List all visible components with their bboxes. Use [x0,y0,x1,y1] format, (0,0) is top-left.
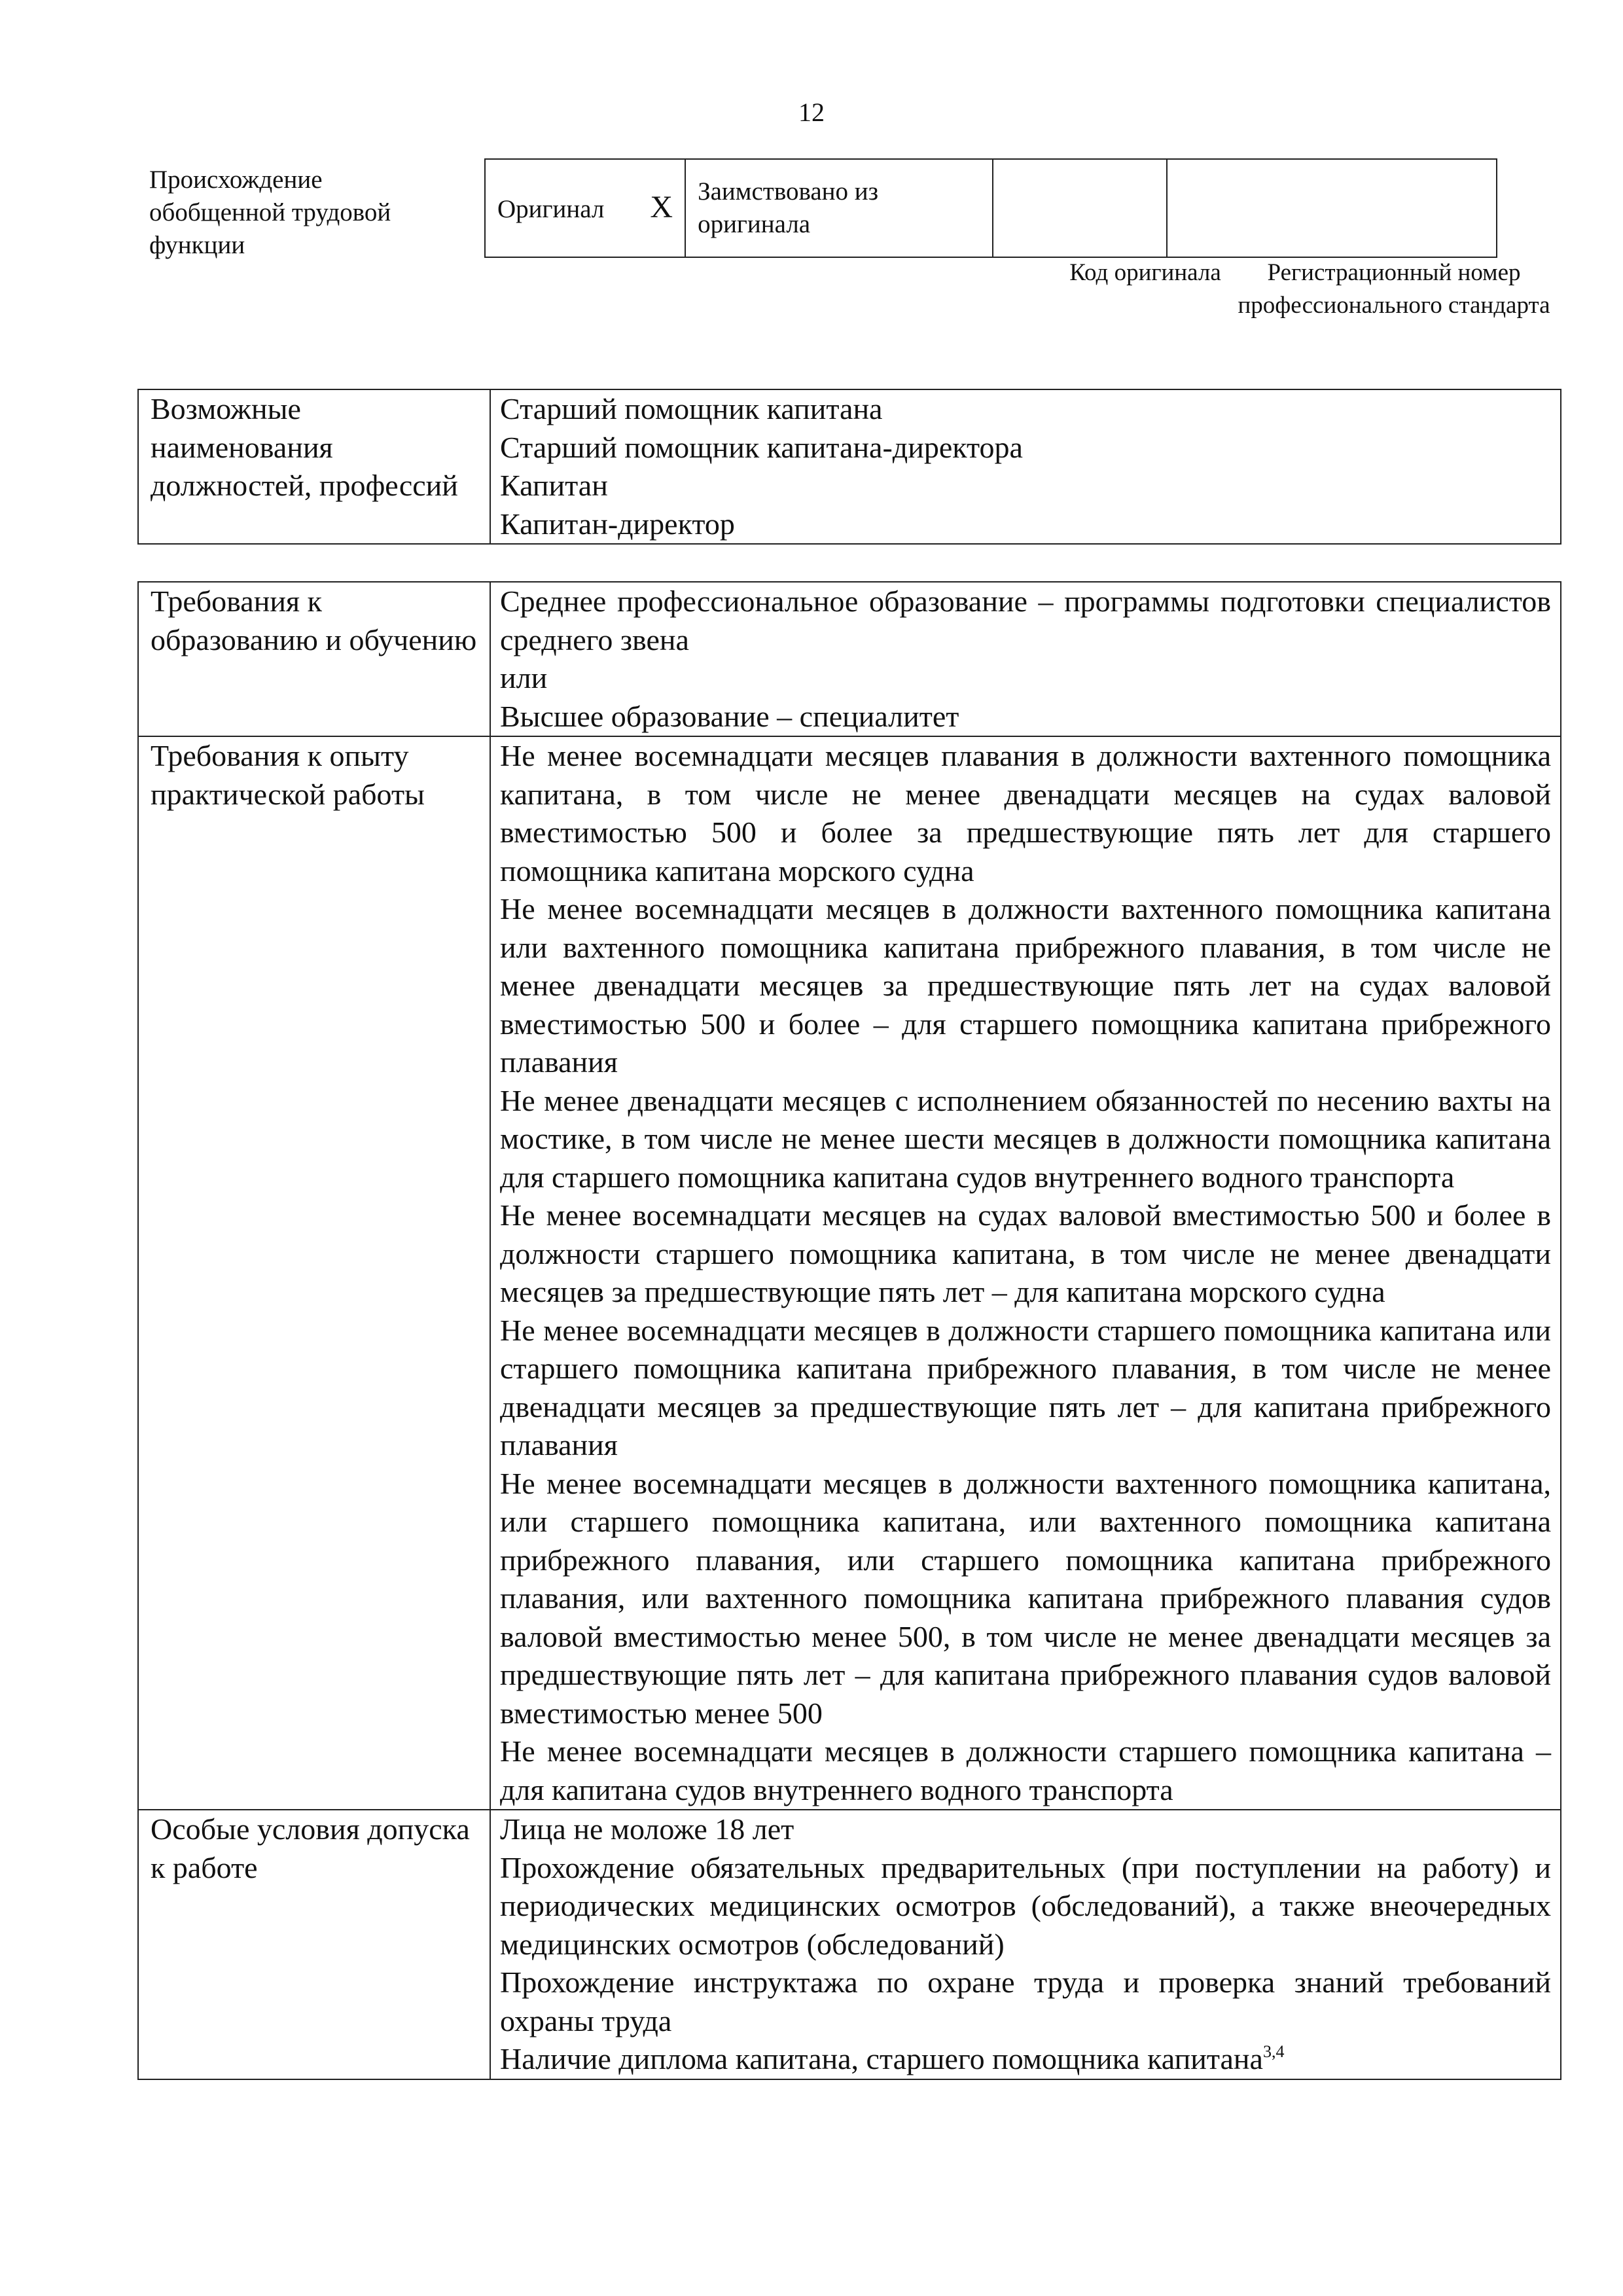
position-item: Старший помощник капитана-директора [500,430,1023,464]
conditions-value [490,1810,1561,2079]
code-caption: Код оригинала [1069,259,1221,286]
experience-item: Не менее восемнадцати месяцев в должности старшего помощника капитана или старшего помощника капитана прибрежного плавания, в том числе не менее двенадцати месяцев за предшествующие пять лет – для капитана прибрежного плавания [500,1313,1551,1462]
condition-item: Лица не моложе 18 лет [500,1812,794,1846]
condition-item-diploma [500,2040,1551,2079]
conditions-label: Особые условия допуска к работе [138,1810,490,2079]
borrowed-cell [685,159,993,257]
original-cell [485,159,685,257]
conditions-row [138,1810,1561,2079]
experience-row [138,736,1561,1810]
education-label: Требования к образованию и обучению [138,582,490,736]
education-line: Высшее образование – специалитет [500,699,959,733]
experience-item: Не менее восемнадцати месяцев в должности вахтенного помощника капитана, или старшего помощника капитана, или вахтенного помощника капитана прибрежного плавания, или старшего помощника капитана прибрежного плавания, или вахтенного помощника капитана прибрежного плавания судов валовой вместимостью менее 500, в том числе не менее двенадцати месяцев за предшествующие пять лет – для капитана прибрежного плавания судов валовой вместимостью менее 500 [500,1466,1551,1730]
borrowed-label: Заимствовано из оригинала [698,177,879,238]
requirements-table [137,581,1561,2080]
code-cell [993,159,1167,257]
positions-list [490,389,1561,544]
condition-item: Наличие диплома капитана, старшего помощника капитана [500,2042,1263,2075]
experience-item: Не менее восемнадцати месяцев в должности старшего помощника капитана – для капитана судов внутреннего водного транспорта [500,1734,1551,1806]
reg-number-cell [1167,159,1497,257]
origin-table [484,158,1497,258]
page-number: 12 [798,98,825,127]
education-value [490,582,1561,736]
education-row [138,582,1561,736]
experience-item: Не менее восемнадцати месяцев плавания в должности вахтенного помощника капитана, в том числе не менее двенадцати месяцев на судах валовой вместимостью 500 и более за предшествующие пять лет для старшего помощника капитана морского судна [500,739,1551,888]
experience-item: Не менее восемнадцати месяцев на судах валовой вместимостью 500 и более в должности старшего помощника капитана, в том числе не менее двенадцати месяцев за предшествующие пять лет – для капитана морского судна [500,1198,1551,1308]
condition-item: Прохождение обязательных предварительных (при поступлении на работу) и периодических медицинских осмотров (обследований), а также внеочередных медицинских осмотров (обследований) [500,1850,1551,1961]
origin-label: Происхождение обобщенной трудовой функции [149,166,391,259]
experience-item: Не менее восемнадцати месяцев в должности вахтенного помощника капитана или вахтенного помощника капитана прибрежного плавания, в том числе не менее двенадцати месяцев за предшествующие пять лет на судах валовой вместимостью 500 и более – для старшего помощника капитана прибрежного плавания [500,892,1551,1079]
reg-caption: Регистрационный номер профессионального стандарта [1238,259,1550,319]
education-line: Среднее профессиональное образование – программы подготовки специалистов среднего звена [500,584,1551,656]
position-item: Капитан-директор [500,507,735,541]
positions-label: Возможные наименования должностей, профессий [138,389,490,544]
position-item: Старший помощник капитана [500,392,883,425]
experience-item: Не менее двенадцати месяцев с исполнением обязанностей по несению вахты на мостике, в том числе не менее шести месяцев в должности помощника капитана для старшего помощника капитана судов внутреннего водного транспорта [500,1083,1551,1194]
experience-label: Требования к опыту практической работы [138,736,490,1810]
footnote-ref: 3,4 [1262,2042,1285,2061]
original-label: Оригинал [497,194,605,223]
position-item: Капитан [500,469,608,502]
education-line: или [500,661,548,694]
original-mark: X [650,189,673,224]
positions-table [137,389,1561,545]
experience-value [490,736,1561,1810]
condition-item: Прохождение инструктажа по охране труда и проверка знаний требований охраны труда [500,1965,1551,2037]
